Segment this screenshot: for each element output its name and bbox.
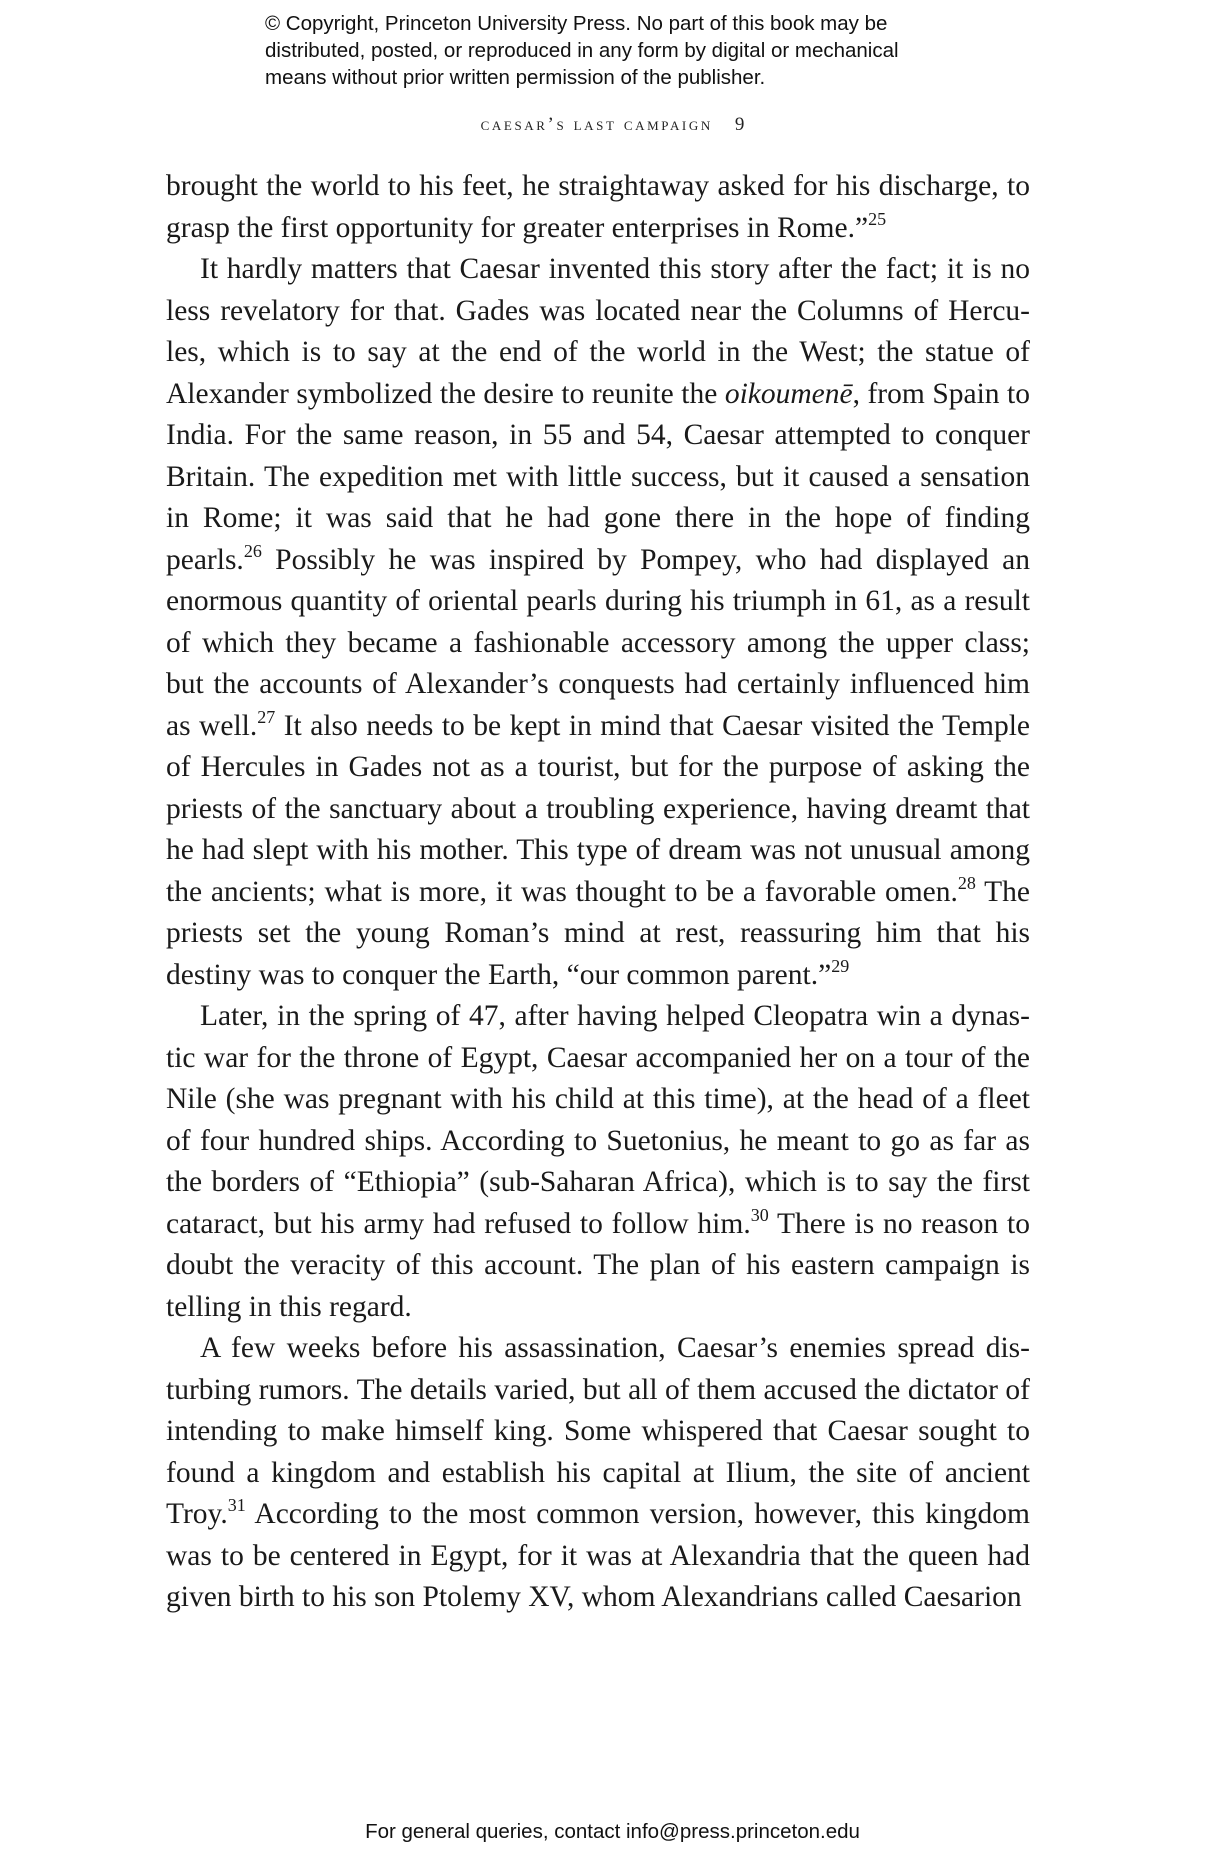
paragraph-2-seg-2: , from Spain to India. For the same reason, in 55 and 54, Caesar attempted to conquer Britain. The expedition met with little success, but it caused a sensation in Rome; it was said that he had gone there in the hope of finding pearls.	[166, 377, 1030, 576]
paragraph-2-seg-5: The priests set the young Roman’s mind at rest, reassuring him that his destiny was to conquer the Earth, “our common parent.”	[166, 875, 1030, 991]
paragraph-2-seg-1: It hardly matters that Caesar invented this story after the fact; it is no less revelatory for that. Gades was located near the Columns of Hercules, which is to say at the end of the world in the West; the statue of Alexander symbolized the desire to reunite the	[166, 253, 1030, 410]
paragraph-2-seg-4: It also needs to be kept in mind that Caesar visited the Temple of Hercules in Gades not as a tourist, but for the purpose of asking the priests of the sanctuary about a troubling experience, having dreamt that he had slept with his mother. This type of dream was not unusual among the ancients; what is more, it was thought to be a favorable omen.	[166, 709, 1030, 908]
footer-contact: For general queries, contact info@press.princeton.edu	[365, 1820, 860, 1843]
body-text	[166, 166, 1030, 1619]
running-head-title: caesar’s last campaign	[480, 114, 713, 135]
paragraph-4-seg-1: A few weeks before his assassination, Caesar’s enemies spread disturbing rumors. The details varied, but all of them accused the dictator of intending to make himself king. Some whispered that Caesar sought to found a kingdom and establish his capital at Ilium, the site of ancient Troy.	[166, 1332, 1030, 1530]
copyright-line-2: distributed, posted, or reproduced in any form by digital or mechanical	[265, 39, 899, 62]
footnote-ref-28: 28	[957, 872, 976, 893]
paragraph-1	[166, 166, 1030, 249]
copyright-notice	[265, 10, 985, 91]
paragraph-3-seg-2: There is no reason to doubt the veracity of this account. The plan of his eastern campaign is telling in this regard.	[166, 1207, 1030, 1323]
paragraph-3	[166, 996, 1030, 1328]
footnote-ref-26: 26	[243, 540, 262, 561]
footnote-ref-29: 29	[831, 955, 850, 976]
copyright-line-3: means without prior written permission of the publisher.	[265, 66, 766, 89]
footnote-ref-31: 31	[227, 1495, 246, 1516]
footnote-ref-30: 30	[750, 1204, 769, 1225]
paragraph-3-seg-1: Later, in the spring of 47, after having helped Cleopatra win a dynastic war for the throne of Egypt, Caesar accompanied her on a tour of the Nile (she was pregnant with his child at this time), at the head of a fleet of four hundred ships. According to Suetonius, he meant to go as far as the borders of “Ethiopia” (sub-Saharan Africa), which is to say the first cataract, but his army had refused to follow him.	[166, 1000, 1030, 1240]
footnote-ref-27: 27	[257, 706, 276, 727]
paragraph-1-text: brought the world to his feet, he straightaway asked for his discharge, to grasp the first opportunity for greater enterprises in Rome.”	[166, 170, 1030, 244]
copyright-line-1: © Copyright, Princeton University Press. No part of this book may be	[265, 12, 888, 35]
paragraph-4	[166, 1328, 1030, 1619]
paragraph-2-seg-3: Possibly he was inspired by Pompey, who had displayed an enormous quantity of oriental pearls during his triumph in 61, as a result of which they became a fashionable accessory among the upper class; but the accounts of Alexander’s conquests had certainly influenced him as well.	[166, 543, 1030, 742]
page-number: 9	[734, 114, 745, 135]
paragraph-2	[166, 249, 1030, 996]
italic-term: oikoumenē	[724, 377, 853, 410]
footnote-ref-25: 25	[868, 208, 887, 229]
running-head	[0, 114, 1225, 136]
paragraph-4-seg-2: According to the most common version, however, this kingdom was to be centered in Egypt, for it was at Alexandria that the queen had given birth to his son Ptolemy XV, whom Alexandrians called Caesarion	[166, 1498, 1030, 1613]
